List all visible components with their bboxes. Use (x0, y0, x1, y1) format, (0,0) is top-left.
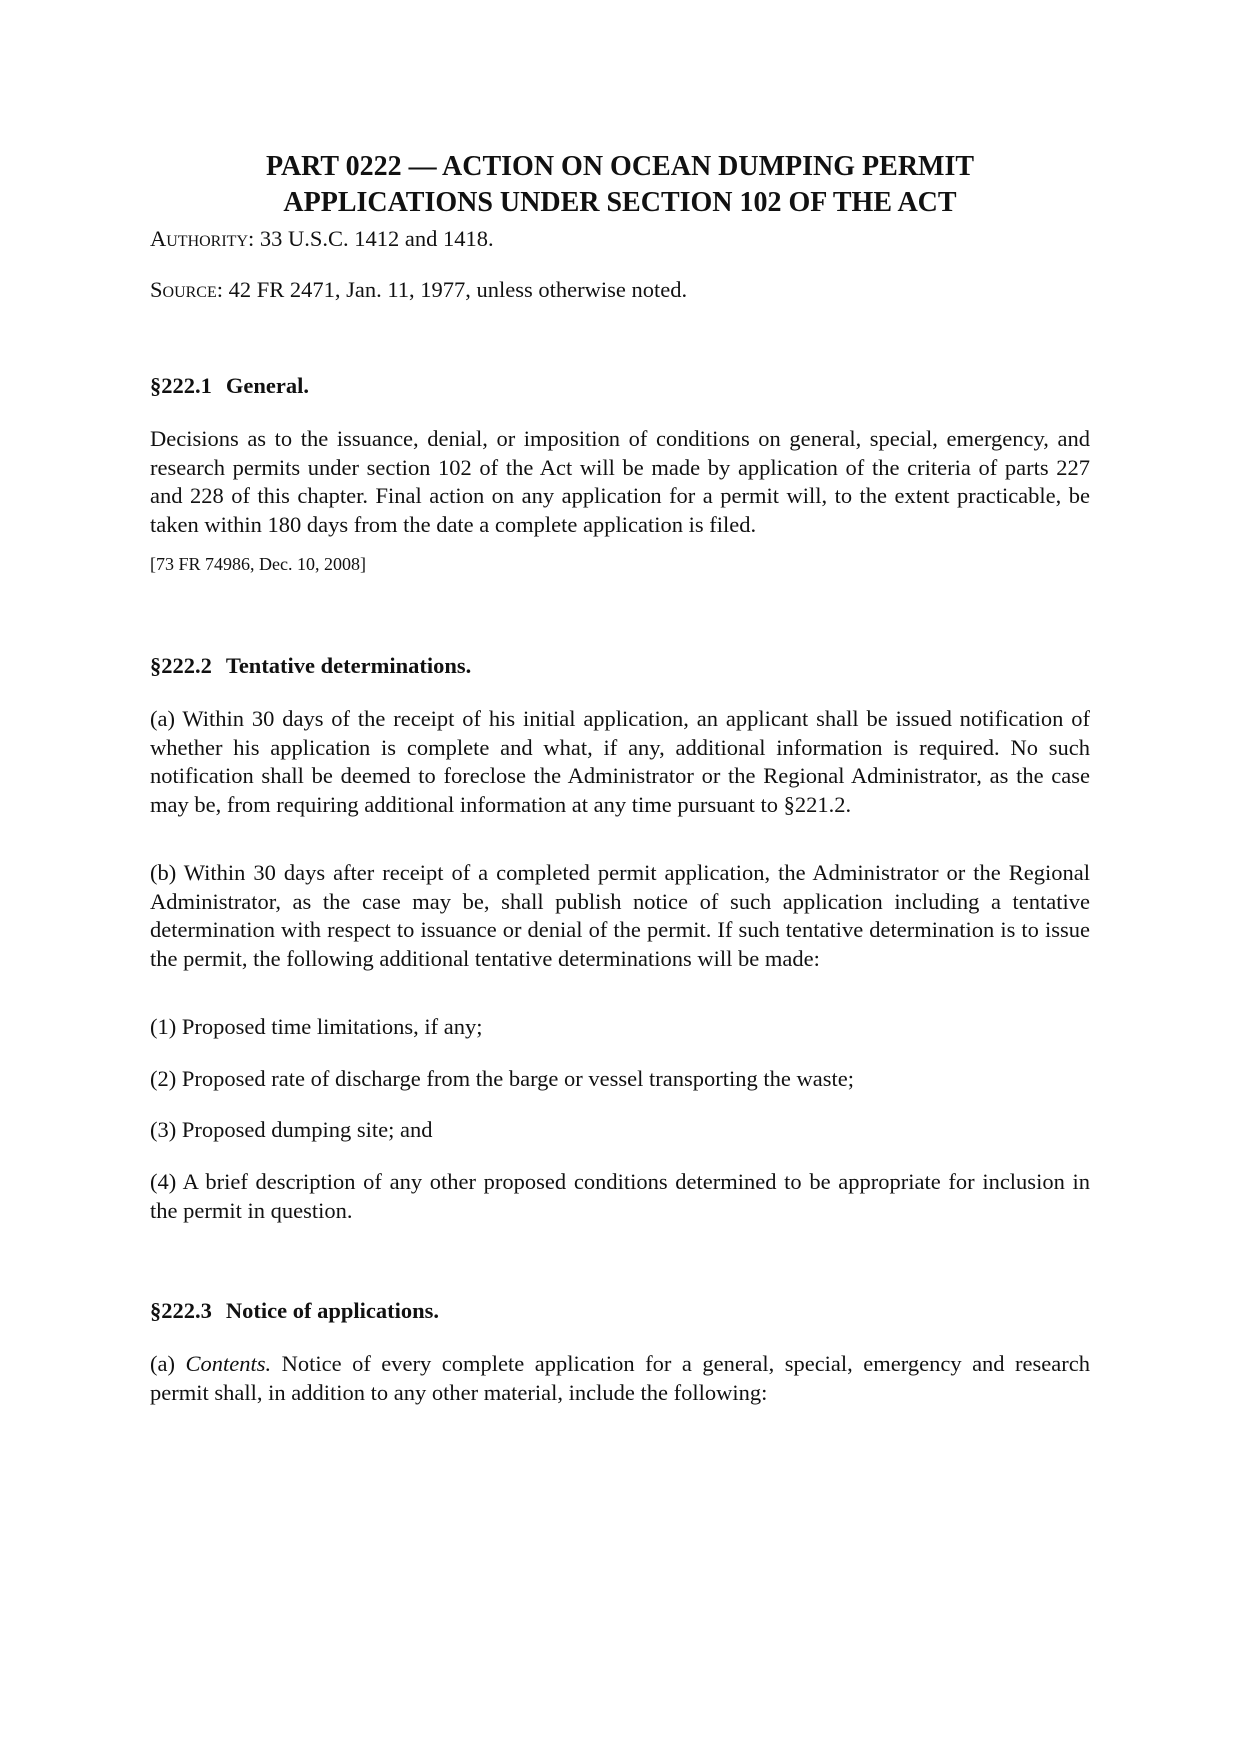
section-number: §222.2 (150, 653, 212, 678)
section-222-3-heading (150, 1297, 439, 1325)
authority-text: : 33 U.S.C. 1412 and 1418. (248, 226, 494, 251)
authority-label: Authority (150, 226, 249, 251)
paragraph-text: Notice of every complete application for a general, special, emergency and research permit shall, in addition to any other material, include the following: (150, 1351, 1090, 1405)
paragraph-contents (150, 1350, 1090, 1407)
source-text: : 42 FR 2471, Jan. 11, 1977, unless otherwise noted. (216, 277, 688, 302)
section-222-1-paragraph: Decisions as to the issuance, denial, or imposition of conditions on general, special, emergency, and research permits under section 102 of the Act will be made by application of the criteria of parts 227 and 228 of this chapter. Final action on any application for a permit will, to the extent practicable, be taken within 180 days from the date a complete application is filed. (150, 426, 1090, 538)
section-title: General. (225, 373, 309, 398)
section-222-1-heading (150, 372, 309, 400)
paragraph-b-4: (4) A brief description of any other proposed conditions determined to be appropriate for inclusion in the permit in question. (150, 1169, 1090, 1223)
paragraph-b-3: (3) Proposed dumping site; and (150, 1117, 433, 1142)
paragraph-b-1: (1) Proposed time limitations, if any; (150, 1014, 483, 1039)
section-title: Notice of applications. (225, 1298, 439, 1323)
authority-line (150, 225, 494, 253)
source-label: Source (150, 277, 217, 302)
section-title: Tentative determinations. (225, 653, 472, 678)
section-number: §222.1 (150, 373, 212, 398)
section-222-1-citation: [73 FR 74986, Dec. 10, 2008] (150, 554, 366, 574)
paragraph-a: (a) Within 30 days of the receipt of his initial application, an applicant shall be issued notification of whether his application is complete and what, if any, additional information is required. No such notification shall be deemed to foreclose the Administrator or the Regional Administrator, as the case may be, from requiring additional information at any time pursuant to §221.2. (150, 706, 1090, 818)
section-222-2-heading (150, 652, 471, 680)
source-line (150, 276, 687, 304)
part-title (150, 149, 1090, 221)
paragraph-b-2: (2) Proposed rate of discharge from the barge or vessel transporting the waste; (150, 1066, 854, 1091)
paragraph-prefix: (a) (150, 1351, 186, 1376)
part-title-line-2: APPLICATIONS UNDER SECTION 102 OF THE ACT (283, 187, 957, 218)
section-number: §222.3 (150, 1298, 212, 1323)
paragraph-b: (b) Within 30 days after receipt of a completed permit application, the Administrator or the Regional Administrator, as the case may be, shall publish notice of such application including a tentative determination with respect to issuance or denial of the permit. If such tentative determination is to issue the permit, the following additional tentative determinations will be made: (150, 860, 1090, 972)
paragraph-italic-heading: Contents. (185, 1351, 272, 1376)
part-title-line-1: PART 0222 — ACTION ON OCEAN DUMPING PERMIT (265, 151, 975, 182)
